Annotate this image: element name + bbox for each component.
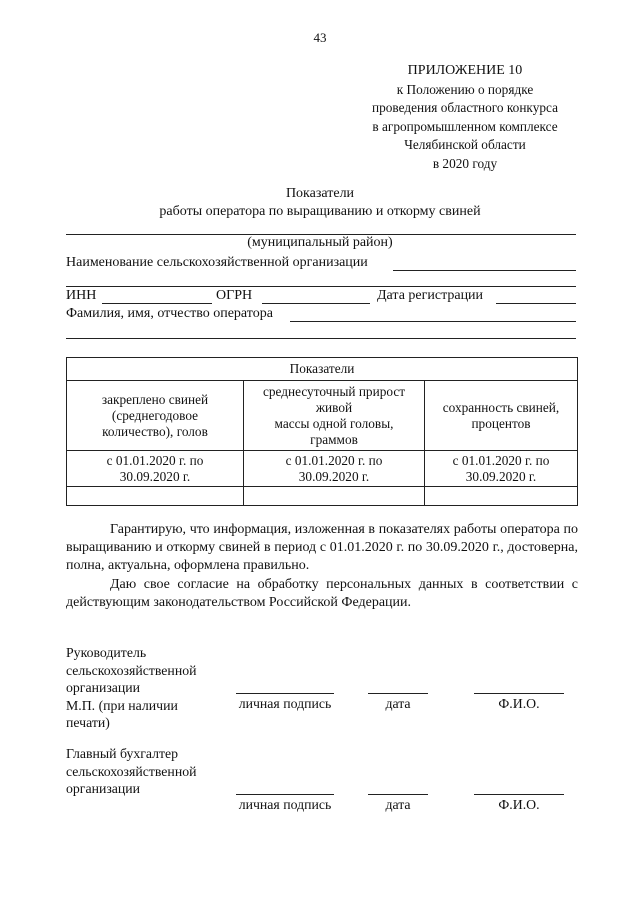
accountant-signature-caption: личная подпись <box>238 797 332 812</box>
head-date-line[interactable] <box>368 693 428 694</box>
value-cell-daily-gain[interactable] <box>244 487 425 506</box>
operator-name-label: Фамилия, имя, отчество оператора <box>66 306 273 321</box>
document-heading <box>0 185 640 221</box>
municipal-district-caption: (муниципальный район) <box>247 235 393 250</box>
reg-date-field[interactable] <box>496 303 576 304</box>
org-name-extra-line[interactable] <box>66 286 576 287</box>
org-name-field[interactable] <box>393 270 576 271</box>
page-number: 43 <box>313 30 327 45</box>
appendix-title: ПРИЛОЖЕНИЕ 10 <box>407 63 523 78</box>
guarantee-paragraph: Гарантирую, что информация, изложенная в показателях работы оператора по выращиванию и откорму свиней в период с 01.01.2020 г. по 30.09.2020 г., достоверна, полна, актуальна, оформлена правильно. <box>66 522 578 573</box>
inn-label: ИНН <box>66 288 97 303</box>
appendix-line: в 2020 году <box>432 155 498 171</box>
head-signature-block: Руководитель сельскохозяйственной организации М.П. (при наличии печати) <box>66 645 197 730</box>
indicators-table <box>66 357 578 506</box>
column-header-daily-gain: среднесуточный прирост живой массы одной головы, граммов <box>244 381 425 451</box>
head-name-caption: Ф.И.О. <box>498 696 540 711</box>
accountant-signature-block: Главный бухгалтер сельскохозяйственной организации <box>66 746 197 796</box>
appendix-block <box>340 62 590 173</box>
appendix-line: в агропромышленном комплексе <box>372 118 558 134</box>
heading-line-1: Показатели <box>285 186 355 201</box>
reg-date-label: Дата регистрации <box>377 288 484 303</box>
value-cell-survival[interactable] <box>425 487 578 506</box>
head-signature-line[interactable] <box>236 693 334 694</box>
value-cell-pigs-count[interactable] <box>67 487 244 506</box>
accountant-name-line[interactable] <box>474 794 564 795</box>
org-name-label: Наименование сельскохозяйственной организации <box>66 255 368 270</box>
inn-field[interactable] <box>102 303 212 304</box>
operator-name-extra-line[interactable] <box>66 338 576 339</box>
period-cell: с 01.01.2020 г. по 30.09.2020 г. <box>67 451 244 487</box>
accountant-date-caption: дата <box>385 797 411 812</box>
head-signature-caption: личная подпись <box>238 696 332 711</box>
consent-paragraph: Даю свое согласие на обработку персональных данных в соответствии с действующим законодательством Российской Федерации. <box>66 577 578 610</box>
heading-line-2: работы оператора по выращиванию и откорму свиней <box>159 204 481 219</box>
appendix-line: проведения областного конкурса <box>372 100 558 115</box>
ogrn-label: ОГРН <box>216 288 253 303</box>
head-date-caption: дата <box>385 696 411 711</box>
appendix-line: к Положению о порядке <box>396 81 534 97</box>
column-header-survival: сохранность свиней, процентов <box>425 381 578 451</box>
accountant-date-line[interactable] <box>368 794 428 795</box>
accountant-signature-line[interactable] <box>236 794 334 795</box>
head-name-line[interactable] <box>474 693 564 694</box>
table-header: Показатели <box>67 358 578 381</box>
appendix-line: Челябинской области <box>404 137 526 152</box>
ogrn-field[interactable] <box>262 303 370 304</box>
operator-name-field[interactable] <box>290 321 576 322</box>
period-cell: с 01.01.2020 г. по 30.09.2020 г. <box>244 451 425 487</box>
accountant-name-caption: Ф.И.О. <box>498 797 540 812</box>
column-header-pigs-count: закреплено свиней (среднегодовое количество), голов <box>67 381 244 451</box>
period-cell: с 01.01.2020 г. по 30.09.2020 г. <box>425 451 578 487</box>
